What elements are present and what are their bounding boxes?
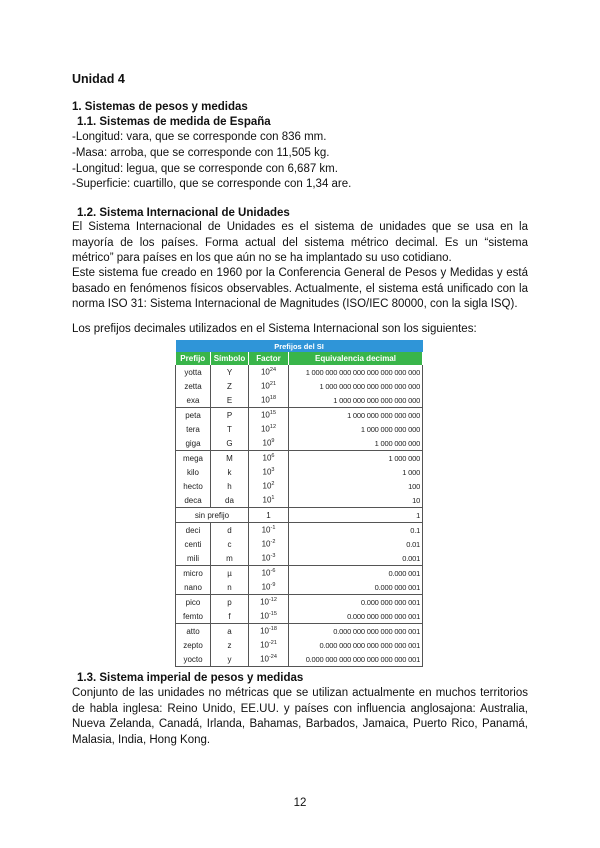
prefix-cell: kilo <box>176 465 211 479</box>
symbol-cell: T <box>211 422 249 436</box>
decimal-cell: 0.000 000 000 000 000 000 001 <box>289 638 423 652</box>
factor-exponent: -9 <box>270 582 276 589</box>
factor-exponent: 3 <box>271 467 275 474</box>
table-row <box>176 436 423 451</box>
prefix-cell: micro <box>176 566 211 581</box>
prefix-cell: peta <box>176 408 211 423</box>
factor-exponent: -2 <box>270 539 276 546</box>
symbol-cell: p <box>211 595 249 610</box>
factor-cell <box>249 493 289 508</box>
si-paragraph-2: Este sistema fue creado en 1960 por la Conferencia General de Pesos y Medidas y está basado en fenómenos físicos observables. Actualmente, el sistema está unificado con la norma ISO 31: Sistema Internacional de Magnitudes (ISO/IEC 80000, con la sigla ISQ). <box>72 267 528 310</box>
factor-base: 10 <box>262 495 272 505</box>
section-1-1-title: 1.1. Sistemas de medida de España <box>77 116 271 128</box>
decimal-cell: 0.000 000 000 000 000 000 000 001 <box>289 652 423 667</box>
factor-base: 10 <box>261 582 271 592</box>
prefix-cell: pico <box>176 595 211 610</box>
table-row <box>176 551 423 566</box>
symbol-cell: n <box>211 580 249 595</box>
factor-exponent: -24 <box>268 654 277 661</box>
table-row <box>176 638 423 652</box>
factor-exponent: 12 <box>269 424 277 431</box>
factor-cell <box>249 451 289 466</box>
factor-base: 10 <box>261 553 271 563</box>
factor-base: 10 <box>260 611 269 621</box>
factor-cell <box>249 537 289 551</box>
symbol-cell: z <box>211 638 249 652</box>
factor-base: 10 <box>261 525 271 535</box>
decimal-cell: 1 000 000 000 000 000 000 000 <box>289 379 423 393</box>
table-row <box>176 451 423 466</box>
factor-exponent: 15 <box>269 410 277 417</box>
factor-exponent: -12 <box>268 597 277 604</box>
symbol-cell: f <box>211 609 249 624</box>
si-table-title: Prefijos del SI <box>176 340 423 352</box>
decimal-cell: 0.01 <box>289 537 423 551</box>
factor-base: 10 <box>260 626 269 636</box>
table-row <box>176 595 423 610</box>
factor-base: 10 <box>260 597 269 607</box>
factor-base: 10 <box>262 481 272 491</box>
factor-base: 10 <box>262 453 272 463</box>
prefix-cell: giga <box>176 436 211 451</box>
decimal-cell: 1 000 000 000 000 000 000 <box>289 393 423 408</box>
page-number: 12 <box>293 797 307 809</box>
factor-exponent: 6 <box>271 453 275 460</box>
unit-title: Unidad 4 <box>72 72 125 86</box>
table-row <box>176 609 423 624</box>
prefix-cell: zetta <box>176 379 211 393</box>
prefix-cell: exa <box>176 393 211 408</box>
factor-cell <box>249 523 289 538</box>
factor-cell <box>249 652 289 667</box>
decimal-cell: 1 000 000 000 000 000 <box>289 408 423 423</box>
header-symbol: Símbolo <box>211 352 249 365</box>
prefix-cell: deci <box>176 523 211 538</box>
prefix-cell: hecto <box>176 479 211 493</box>
decimal-cell: 0.000 001 <box>289 566 423 581</box>
table-row <box>176 422 423 436</box>
factor-exponent: -18 <box>268 626 277 633</box>
symbol-cell: P <box>211 408 249 423</box>
factor-base: 10 <box>260 395 270 405</box>
decimal-cell: 1 000 000 000 <box>289 436 423 451</box>
prefix-cell: yotta <box>176 365 211 379</box>
spain-measure-item: -Superficie: cuartillo, que se corresponde con 1,34 are. <box>72 178 352 190</box>
factor-exponent: 2 <box>271 481 275 488</box>
symbol-cell: E <box>211 393 249 408</box>
table-row <box>176 465 423 479</box>
factor-cell <box>249 422 289 436</box>
prefix-cell: deca <box>176 493 211 508</box>
symbol-cell: G <box>211 436 249 451</box>
factor-exponent: -21 <box>268 640 277 647</box>
table-row <box>176 508 423 523</box>
factor-base: 10 <box>260 654 269 664</box>
factor-cell <box>249 479 289 493</box>
prefix-cell: nano <box>176 580 211 595</box>
factor-base: 10 <box>260 640 269 650</box>
table-row <box>176 379 423 393</box>
decimal-cell: 0.000 000 000 000 001 <box>289 609 423 624</box>
imperial-paragraph: Conjunto de las unidades no métricas que se utilizan actualmente en muchos territorios de habla inglesa: Reino Unido, EE.UU. y países con influencia anglosajona: Australia, Nueva Zelanda, Canadá, Irlanda, Bahamas, Barbados, Jamaica, Puerto Rico, Panamá, Malasia, India, Hong Kong. <box>72 687 528 746</box>
symbol-cell: c <box>211 537 249 551</box>
symbol-cell: y <box>211 652 249 667</box>
header-factor: Factor <box>249 352 289 365</box>
table-row <box>176 408 423 423</box>
symbol-cell: Y <box>211 365 249 379</box>
header-decimal: Equivalencia decimal <box>289 352 423 365</box>
si-paragraph-1: El Sistema Internacional de Unidades es el sistema de unidades que se usa en la mayoría de los países. Forma actual del sistema métrico decimal. Es un “sistema métrico” para países en los que aún no se ha implantado su uso cotidiano. <box>72 221 528 264</box>
table-row <box>176 537 423 551</box>
prefix-cell: mega <box>176 451 211 466</box>
factor-cell <box>249 379 289 393</box>
table-row <box>176 493 423 508</box>
factor-base: 10 <box>260 381 270 391</box>
symbol-cell: M <box>211 451 249 466</box>
decimal-cell: 1 000 000 <box>289 451 423 466</box>
symbol-cell: Z <box>211 379 249 393</box>
factor-base: 10 <box>262 467 272 477</box>
factor-exponent: 24 <box>269 367 277 374</box>
decimal-cell: 1 <box>289 508 423 523</box>
factor-cell <box>249 393 289 408</box>
decimal-cell: 0.000 000 000 000 000 001 <box>289 624 423 639</box>
factor-exponent: -1 <box>270 525 276 532</box>
factor-base: 10 <box>260 424 270 434</box>
symbol-cell: h <box>211 479 249 493</box>
si-prefix-table <box>175 340 423 667</box>
decimal-cell: 0.000 000 001 <box>289 580 423 595</box>
spain-measure-item: -Longitud: vara, que se corresponde con 836 mm. <box>72 131 327 143</box>
symbol-cell: d <box>211 523 249 538</box>
prefix-cell: zepto <box>176 638 211 652</box>
table-row <box>176 523 423 538</box>
prefix-cell: tera <box>176 422 211 436</box>
decimal-cell: 1 000 000 000 000 000 000 000 000 <box>289 365 423 379</box>
decimal-cell: 1 000 000 000 000 <box>289 422 423 436</box>
factor-exponent: 21 <box>269 381 277 388</box>
factor-exponent: -6 <box>270 568 276 575</box>
prefix-cell: mili <box>176 551 211 566</box>
spain-measure-item: -Masa: arroba, que se corresponde con 11,505 kg. <box>72 147 330 159</box>
table-row <box>176 566 423 581</box>
factor-base: 10 <box>262 438 272 448</box>
factor-base: 10 <box>261 568 271 578</box>
factor-base: 10 <box>260 367 270 377</box>
factor-cell <box>249 580 289 595</box>
symbol-cell: µ <box>211 566 249 581</box>
symbol-cell: m <box>211 551 249 566</box>
factor-cell <box>249 566 289 581</box>
section-1-3-title: 1.3. Sistema imperial de pesos y medidas <box>77 672 304 684</box>
section-1-title: 1. Sistemas de pesos y medidas <box>72 101 248 113</box>
decimal-cell: 100 <box>289 479 423 493</box>
prefix-cell: femto <box>176 609 211 624</box>
symbol-cell: k <box>211 465 249 479</box>
factor-cell <box>249 609 289 624</box>
table-row <box>176 393 423 408</box>
factor-cell <box>249 638 289 652</box>
spain-measure-item: -Longitud: legua, que se corresponde con 6,687 km. <box>72 163 338 175</box>
factor-exponent: 18 <box>269 395 277 402</box>
prefix-cell: centi <box>176 537 211 551</box>
table-row <box>176 365 423 379</box>
header-prefix: Prefijo <box>176 352 211 365</box>
factor-base: 1 <box>266 510 271 520</box>
decimal-cell: 10 <box>289 493 423 508</box>
factor-cell <box>249 408 289 423</box>
factor-cell <box>249 508 289 523</box>
prefix-cell: sin prefijo <box>176 508 249 523</box>
factor-exponent: 1 <box>271 495 275 502</box>
decimal-cell: 0.000 000 000 001 <box>289 595 423 610</box>
factor-cell <box>249 624 289 639</box>
factor-cell <box>249 436 289 451</box>
factor-cell <box>249 365 289 379</box>
factor-base: 10 <box>260 410 270 420</box>
decimal-cell: 0.001 <box>289 551 423 566</box>
factor-cell <box>249 595 289 610</box>
decimal-cell: 0.1 <box>289 523 423 538</box>
factor-cell <box>249 465 289 479</box>
section-1-2-title: 1.2. Sistema Internacional de Unidades <box>77 207 290 219</box>
factor-exponent: 9 <box>271 438 275 445</box>
table-row <box>176 624 423 639</box>
table-row <box>176 580 423 595</box>
factor-cell <box>249 551 289 566</box>
prefix-cell: atto <box>176 624 211 639</box>
decimal-cell: 1 000 <box>289 465 423 479</box>
table-row <box>176 652 423 667</box>
factor-exponent: -15 <box>268 611 277 618</box>
prefixes-intro: Los prefijos decimales utilizados en el Sistema Internacional son los siguientes: <box>72 323 477 335</box>
symbol-cell: da <box>211 493 249 508</box>
factor-base: 10 <box>261 539 271 549</box>
factor-exponent: -3 <box>270 553 276 560</box>
prefix-cell: yocto <box>176 652 211 667</box>
symbol-cell: a <box>211 624 249 639</box>
table-row <box>176 479 423 493</box>
